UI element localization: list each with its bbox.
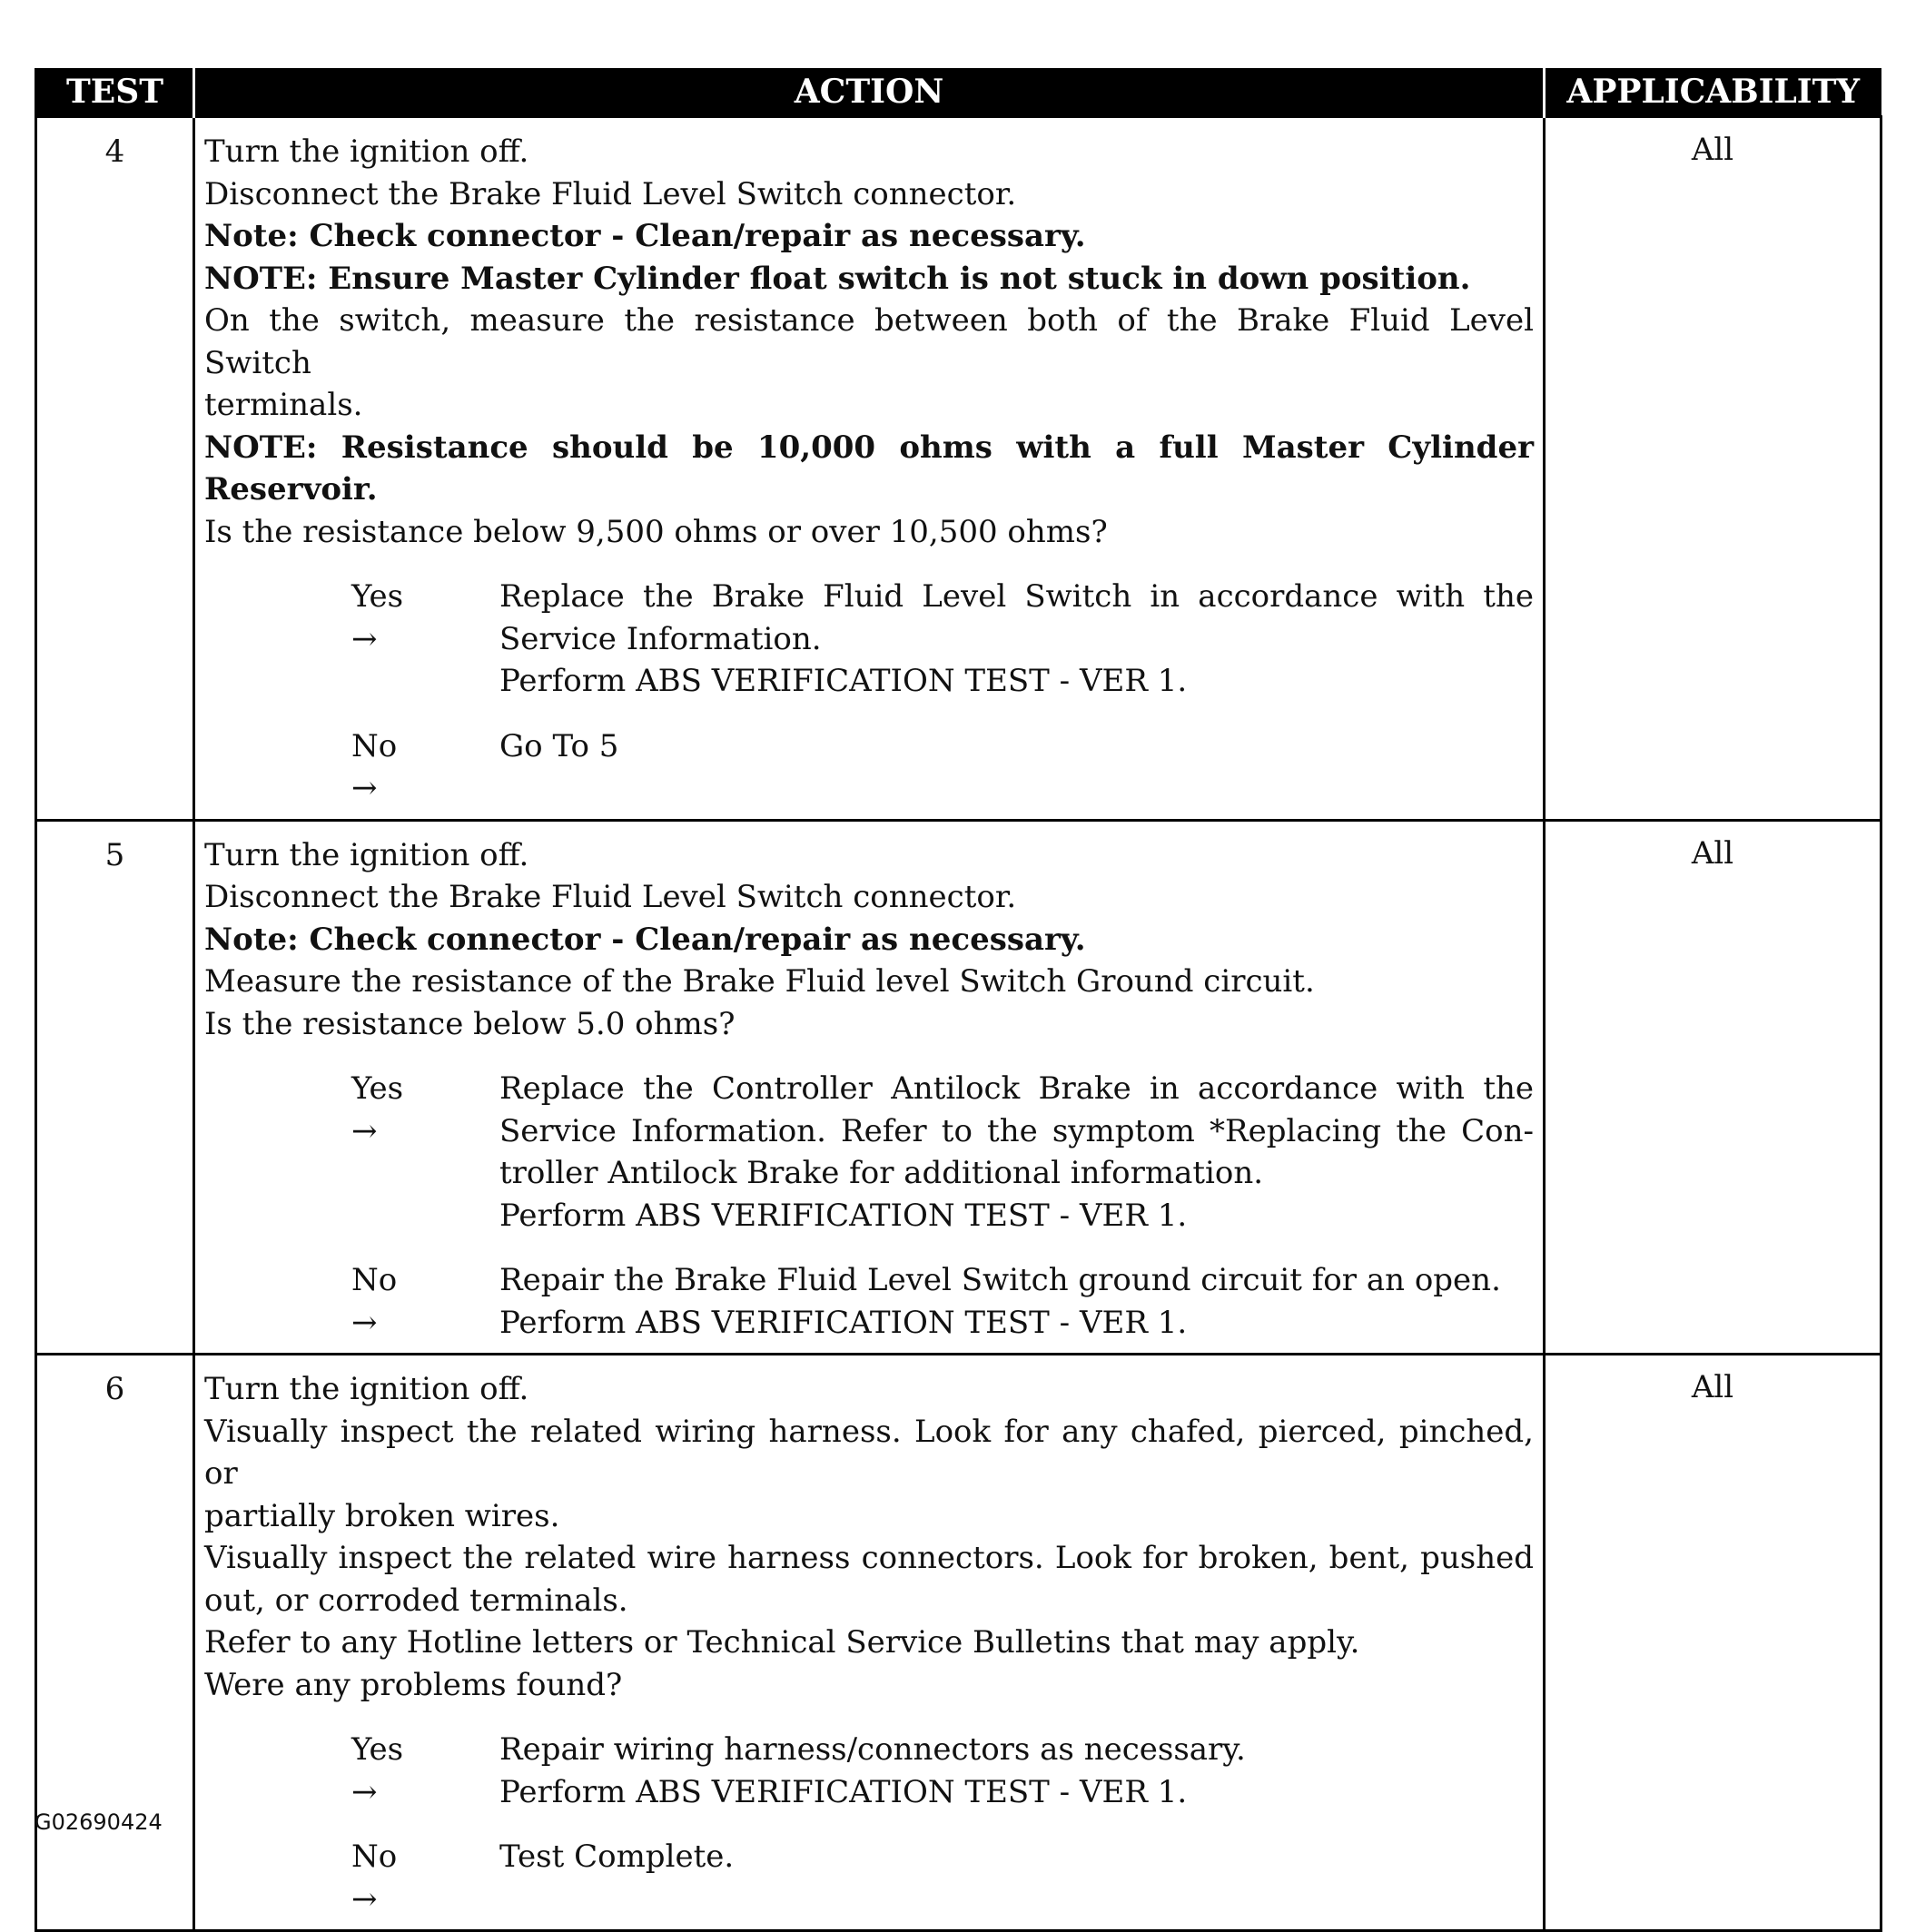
- note-line: NOTE: Ensure Master Cylinder float switch is not stuck in down position.: [204, 260, 1471, 297]
- table-row: [36, 820, 1881, 1355]
- answer-label-group: [204, 725, 499, 810]
- answer-text: [499, 576, 1534, 703]
- arrow-right-icon: →: [351, 620, 378, 657]
- instruction-line: Disconnect the Brake Fluid Level Switch connector.: [204, 879, 1017, 915]
- answer-line: Replace the Brake Fluid Level Switch in accordance with the: [499, 578, 1534, 615]
- header-action: ACTION: [194, 68, 1545, 117]
- answer-label: No: [351, 1262, 398, 1298]
- test-number: 5: [36, 820, 194, 1355]
- instruction-line: Disconnect the Brake Fluid Level Switch connector.: [204, 175, 1017, 212]
- answer-line: Perform ABS VERIFICATION TEST - VER 1.: [499, 1197, 1188, 1234]
- arrow-right-icon: →: [351, 1880, 378, 1917]
- instruction-line: Visually inspect the related wire harness connectors. Look for broken, bent, pushed: [204, 1540, 1534, 1576]
- instruction-line: out, or corroded terminals.: [204, 1582, 628, 1619]
- answer-no: [204, 1259, 1534, 1344]
- answer-yes: [204, 1068, 1534, 1237]
- instruction-line: Is the resistance below 9,500 ohms or over 10,500 ohms?: [204, 513, 1108, 550]
- answer-line: Perform ABS VERIFICATION TEST - VER 1.: [499, 663, 1188, 699]
- answer-line: Repair wiring harness/connectors as necessary.: [499, 1731, 1246, 1768]
- answer-text: [499, 1836, 1534, 1920]
- instruction-line: Turn the ignition off.: [204, 1371, 529, 1407]
- note-line: Reservoir.: [204, 471, 378, 508]
- instruction-line: Refer to any Hotline letters or Technical Service Bulletins that may apply.: [204, 1624, 1360, 1661]
- arrow-right-icon: →: [351, 770, 378, 806]
- test-number: 6: [36, 1355, 194, 1931]
- arrow-right-icon: →: [351, 1112, 378, 1149]
- instruction-line: Were any problems found?: [204, 1666, 623, 1703]
- answer-line: Perform ABS VERIFICATION TEST - VER 1.: [499, 1773, 1188, 1810]
- answer-line: Go To 5: [499, 727, 619, 764]
- answer-label: No: [351, 1838, 398, 1875]
- answer-yes: [204, 1729, 1534, 1813]
- test-applicability: All: [1545, 117, 1881, 821]
- answer-label-group: [204, 1836, 499, 1920]
- instruction-line: Turn the ignition off.: [204, 133, 529, 170]
- answer-no: [204, 1836, 1534, 1920]
- table-row: [36, 117, 1881, 821]
- test-action-cell: [194, 1355, 1545, 1931]
- answer-line: Service Information. Refer to the symptom *Replacing the Con-: [499, 1112, 1534, 1149]
- answer-line: Replace the Controller Antilock Brake in accordance with the: [499, 1070, 1534, 1107]
- arrow-right-icon: →: [351, 1773, 378, 1810]
- answer-text: [499, 1068, 1534, 1237]
- answer-label-group: [204, 576, 499, 703]
- table-body: [36, 117, 1881, 1931]
- instruction-line: Visually inspect the related wiring harness. Look for any chafed, pierced, pinched, or: [204, 1413, 1534, 1492]
- instruction-line: On the switch, measure the resistance between both of the Brake Fluid Level Switch: [204, 302, 1534, 381]
- diagnostic-test-table: [35, 68, 1882, 1932]
- test-applicability: All: [1545, 1355, 1881, 1931]
- header-test: TEST: [36, 68, 194, 117]
- answer-label-group: [204, 1068, 499, 1237]
- answer-text: [499, 1259, 1534, 1344]
- table-row: [36, 1355, 1881, 1931]
- note-line: Note: Check connector - Clean/repair as necessary.: [204, 218, 1086, 254]
- instruction-line: terminals.: [204, 387, 363, 423]
- answer-label: Yes: [351, 578, 404, 615]
- instruction-line: Is the resistance below 5.0 ohms?: [204, 1005, 736, 1042]
- note-line: Note: Check connector - Clean/repair as necessary.: [204, 921, 1086, 958]
- header-applicability: APPLICABILITY: [1545, 68, 1881, 117]
- answer-label: Yes: [351, 1731, 404, 1768]
- test-action-cell: [194, 117, 1545, 821]
- answer-line: Test Complete.: [499, 1838, 735, 1875]
- instruction-line: partially broken wires.: [204, 1497, 560, 1534]
- answer-line: Service Information.: [499, 620, 822, 657]
- answer-line: Perform ABS VERIFICATION TEST - VER 1.: [499, 1304, 1188, 1341]
- answer-yes: [204, 576, 1534, 703]
- answer-label-group: [204, 1729, 499, 1813]
- answer-line: Repair the Brake Fluid Level Switch ground circuit for an open.: [499, 1262, 1501, 1298]
- test-action-cell: [194, 820, 1545, 1355]
- figure-code: G02690424: [35, 1809, 163, 1835]
- answer-label: Yes: [351, 1070, 404, 1107]
- note-line: NOTE: Resistance should be 10,000 ohms with a full Master Cylinder: [204, 429, 1534, 466]
- answer-label-group: [204, 1259, 499, 1344]
- answer-line: troller Antilock Brake for additional information.: [499, 1155, 1264, 1191]
- instruction-line: Measure the resistance of the Brake Fluid level Switch Ground circuit.: [204, 963, 1315, 1000]
- answer-list: [204, 1729, 1534, 1920]
- answer-label: No: [351, 727, 398, 764]
- test-number: 4: [36, 117, 194, 821]
- instruction-line: Turn the ignition off.: [204, 836, 529, 873]
- answer-no: [204, 725, 1534, 810]
- answer-text: [499, 725, 1534, 810]
- table-header-row: [36, 68, 1881, 117]
- test-applicability: All: [1545, 820, 1881, 1355]
- answer-list: [204, 1068, 1534, 1344]
- answer-list: [204, 576, 1534, 810]
- arrow-right-icon: →: [351, 1304, 378, 1341]
- answer-text: [499, 1729, 1534, 1813]
